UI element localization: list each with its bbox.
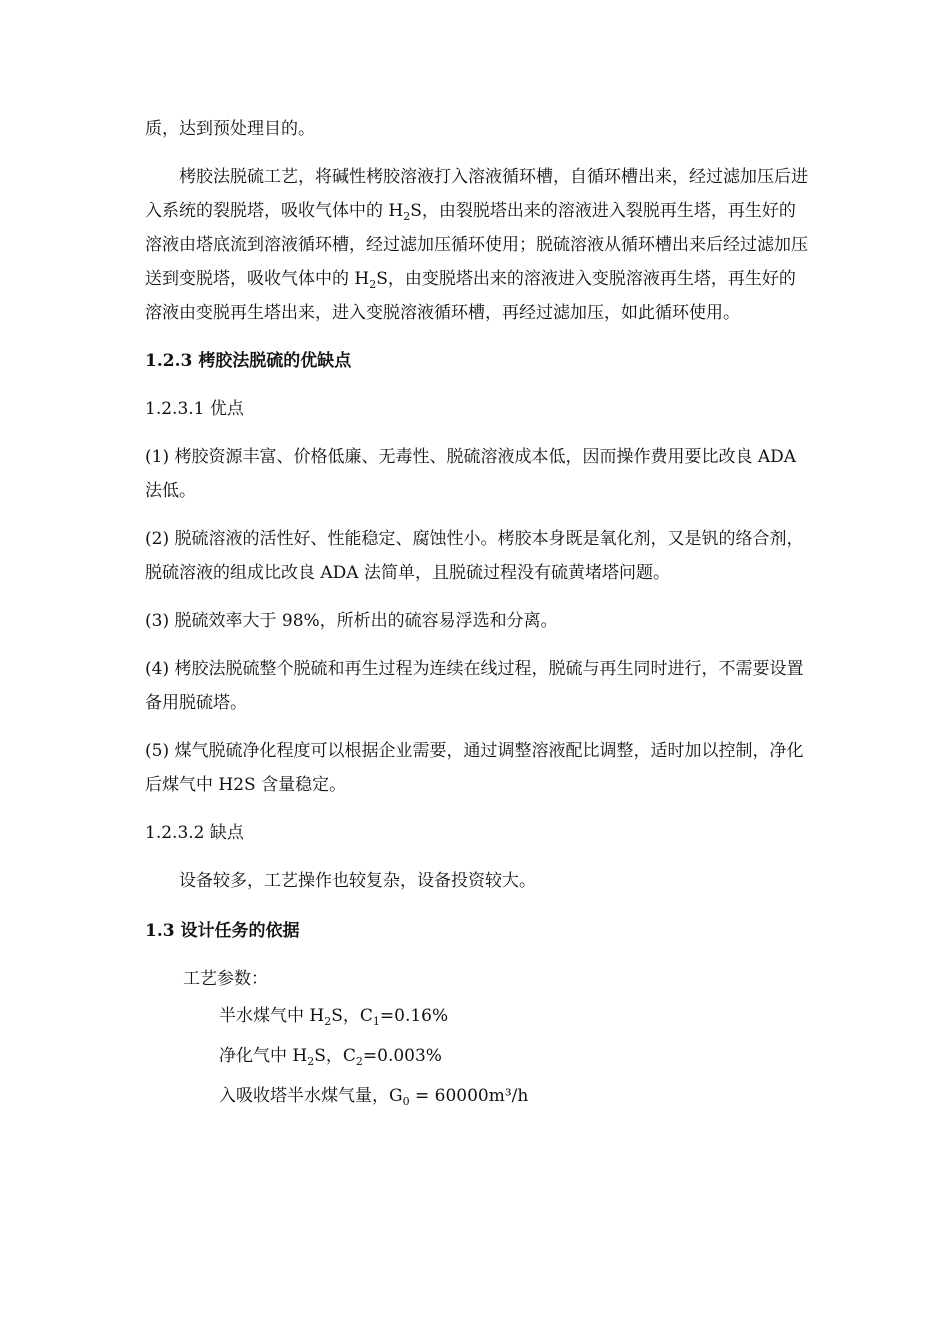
params-lead: 工艺参数：	[183, 969, 268, 989]
section-heading-1-3: 1.3 设计任务的依据	[145, 921, 300, 941]
param-row-gas-flow: 入吸收塔半水煤气量，$G_0 = 60000m^3/h$	[219, 1086, 529, 1108]
advantage-item-5: (5) 煤气脱硫净化程度可以根据企业需要，通过调整溶液配比调整，适时加以控制，净化后煤气中 H2S 含量稳定。	[145, 741, 804, 795]
advantage-item-1: (1) 栲胶资源丰富、价格低廉、无毒性、脱硫溶液成本低，因而操作费用要比改良 ADA 法低。	[145, 447, 797, 501]
param-row-clean-gas-h2s: 净化气中 $H_2S$，$C_2=0.003\%$	[219, 1046, 442, 1068]
paragraph-continuation: 质，达到预处理目的。	[145, 119, 315, 139]
param-row-raw-gas-h2s: 半水煤气中 $H_2S$，$C_1=0.16\%$	[219, 1006, 449, 1028]
disadvantage-text: 设备较多，工艺操作也较复杂，设备投资较大。	[179, 871, 536, 891]
document-body	[145, 112, 810, 1116]
advantage-item-2: (2) 脱硫溶液的活性好、性能稳定、腐蚀性小。栲胶本身既是氧化剂，又是钒的络合剂，脱硫溶液的组成比改良 ADA 法简单，且脱硫过程没有硫黄堵塔问题。	[145, 529, 804, 583]
section-heading-1-2-3: 1.2.3 栲胶法脱硫的优缺点	[145, 351, 352, 371]
advantage-item-3: (3) 脱硫效率大于 98%，所析出的硫容易浮选和分离。	[145, 611, 558, 631]
paragraph-process: 栲胶法脱硫工艺，将碱性栲胶溶液打入溶液循环槽，自循环槽出来，经过滤加压后进入系统的裂脱塔，吸收气体中的 $H_2S$，由裂脱塔出来的溶液进入裂脱再生塔，再生好的溶液由塔底流到溶液循环槽，经过滤加压循环使用；脱硫溶液从循环槽出来后经过滤加压送到变脱塔，吸收气体中的 $H_2S$，由变脱塔出来的溶液进入变脱溶液再生塔，再生好的溶液由变脱再生塔出来，进入变脱溶液循环槽，再经过滤加压，如此循环使用。	[145, 167, 808, 323]
subsection-heading-disadvantages: 1.2.3.2 缺点	[145, 823, 244, 843]
subsection-heading-advantages: 1.2.3.1 优点	[145, 399, 244, 419]
advantage-item-4: (4) 栲胶法脱硫整个脱硫和再生过程为连续在线过程，脱硫与再生同时进行，不需要设置备用脱硫塔。	[145, 659, 804, 713]
